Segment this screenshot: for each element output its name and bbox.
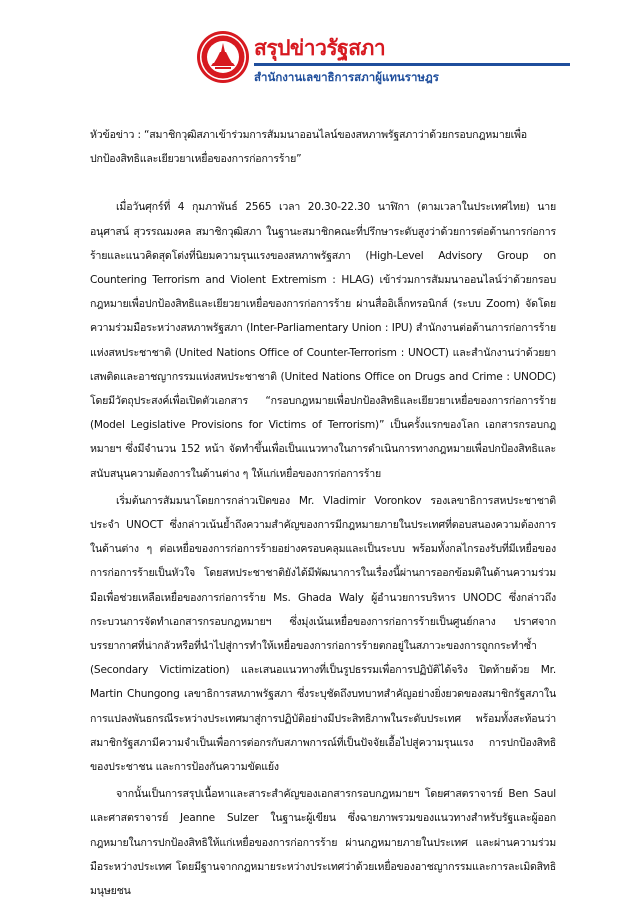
parliament-seal-icon: [196, 30, 250, 84]
article-paragraph-1: เมื่อวันศุกร์ที่ 4 กุมภาพันธ์ 2565 เวลา 20.30-22.30 นาฬิกา (ตามเวลาในประเทศไทย) นายอนุศาสน์ สุวรรณมงคล สมาชิกวุฒิสภา ในฐานะสมาชิกคณะที่ปรึกษาระดับสูงว่าด้วยการต่อต้านการก่อการร้ายและแนวคิดสุดโต่งที่นิยมความรุนแรงของสหภาพรัฐสภา (High-Level Advisory Group on Countering Terrorism and Violent Extremism : HLAG) เข้าร่วมการสัมมนาออนไลน์ว่าด้วยกรอบกฎหมายเพื่อปกป้องสิทธิและเยียวยาเหยื่อของการก่อการร้าย ผ่านสื่ออิเล็กทรอนิกส์ (ระบบ Zoom) จัดโดยความร่วมมือระหว่างสหภาพรัฐสภา (Inter-Parliamentary Union : IPU) สำนักงานต่อต้านการก่อการร้ายแห่งสหประชาชาติ (United Nations Office of Counter-Terrorism : UNOCT) และสำนักงานว่าด้วยยาเสพติดและอาชญากรรมแห่งสหประชาชาติ (United Nations Office on Drugs and Crime : UNODC) โดยมีวัตถุประสงค์เพื่อเปิดตัวเอกสาร “กรอบกฎหมายเพื่อปกป้องสิทธิและเยียวยาเหยื่อของการก่อการร้าย (Model Legislative Provisions for Victims of Terrorism)” เป็นครั้งแรกของโลก เอกสารกรอบกฎหมายฯ ซึ่งมีจำนวน 152 หน้า จัดทำขึ้นเพื่อเป็นแนวทางในการดำเนินการทางกฎหมายเพื่อปกป้องสิทธิและสนับสนุนความต้องการในด้านต่าง ๆ ให้แก่เหยื่อของการก่อการร้าย: [90, 201, 556, 480]
brand-subtitle: สำนักงานเลขาธิการสภาผู้แทนราษฎร: [254, 70, 439, 84]
page-header: [196, 30, 596, 106]
article-paragraph-2: เริ่มต้นการสัมมนาโดยการกล่าวเปิดของ Mr. Vladimir Voronkov รองเลขาธิการสหประชาชาติประจำ UNOCT ซึ่งกล่าวเน้นย้ำถึงความสำคัญของการมีกฎหมายภายในประเทศที่ตอบสนองความต้องการในด้านต่าง ๆ ต่อเหยื่อของการก่อการร้ายอย่างครอบคลุมและเป็นระบบ พร้อมทั้งกลไกรองรับที่มีเหยื่อของการก่อการร้ายเป็นหัวใจ โดยสหประชาชาติยังได้มีพัฒนาการในเรื่องนี้ผ่านการออกข้อมติในด้านความร่วมมือเพื่อช่วยเหลือเหยื่อของการก่อการร้าย Ms. Ghada Waly ผู้อำนวยการบริหาร UNODC ซึ่งกล่าวถึงกระบวนการจัดทำเอกสารกรอบกฎหมายฯ ซึ่งมุ่งเน้นเหยื่อของการก่อการร้ายเป็นศูนย์กลาง ปราศจากบรรยากาศที่น่ากลัวหรือที่นำไปสู่การทำให้เหยื่อของการก่อการร้ายตกอยู่ในสภาวะของการถูกกระทำซ้ำ (Secondary Victimization) และเสนอแนวทางที่เป็นรูปธรรมเพื่อการปฏิบัติได้จริง ปิดท้ายด้วย Mr. Martin Chungong เลขาธิการสหภาพรัฐสภา ซึ่งระบุชัดถึงบทบาทสำคัญอย่างยิ่งยวดของสมาชิกรัฐสภาในการแปลงพันธกรณีระหว่างประเทศมาสู่การปฏิบัติอย่างมีประสิทธิภาพในระดับประเทศ พร้อมทั้งสะท้อนว่าสมาชิกรัฐสภามีความจำเป็นเพื่อการต่อกรกับสภาพการณ์ที่เป็นปัจจัยเอื้อไปสู่ความรุนแรง การปกป้องสิทธิของประชาชน และการป้องกันความขัดแย้ง: [90, 494, 556, 774]
brand-title: สรุปข่าวรัฐสภา: [254, 36, 386, 60]
article-body: [90, 123, 556, 903]
article-subject: หัวข้อข่าว : “สมาชิกวุฒิสภาเข้าร่วมการสัมมนาออนไลน์ของสหภาพรัฐสภาว่าด้วยกรอบกฎหมายเพื่อปกป้องสิทธิและเยียวยาเหยื่อของการก่อการร้าย”: [90, 129, 527, 166]
brand-divider: [254, 63, 570, 66]
article-paragraph-3: จากนั้นเป็นการสรุปเนื้อหาและสาระสำคัญของเอกสารกรอบกฎหมายฯ โดยศาสตราจารย์ Ben Saul และศาสตราจารย์ Jeanne Sulzer ในฐานะผู้เขียน ซึ่งฉายภาพรวมของแนวทางสำหรับรัฐและผู้ออกกฎหมายในการปกป้องสิทธิให้แก่เหยื่อของการก่อการร้าย ผ่านกฎหมายภายในประเทศ และผ่านความร่วมมือระหว่างประเทศ โดยมีฐานจากกฎหมายระหว่างประเทศว่าด้วยเหยื่อของอาชญากรรมและการละเมิดสิทธิมนุษยชน: [90, 788, 556, 898]
